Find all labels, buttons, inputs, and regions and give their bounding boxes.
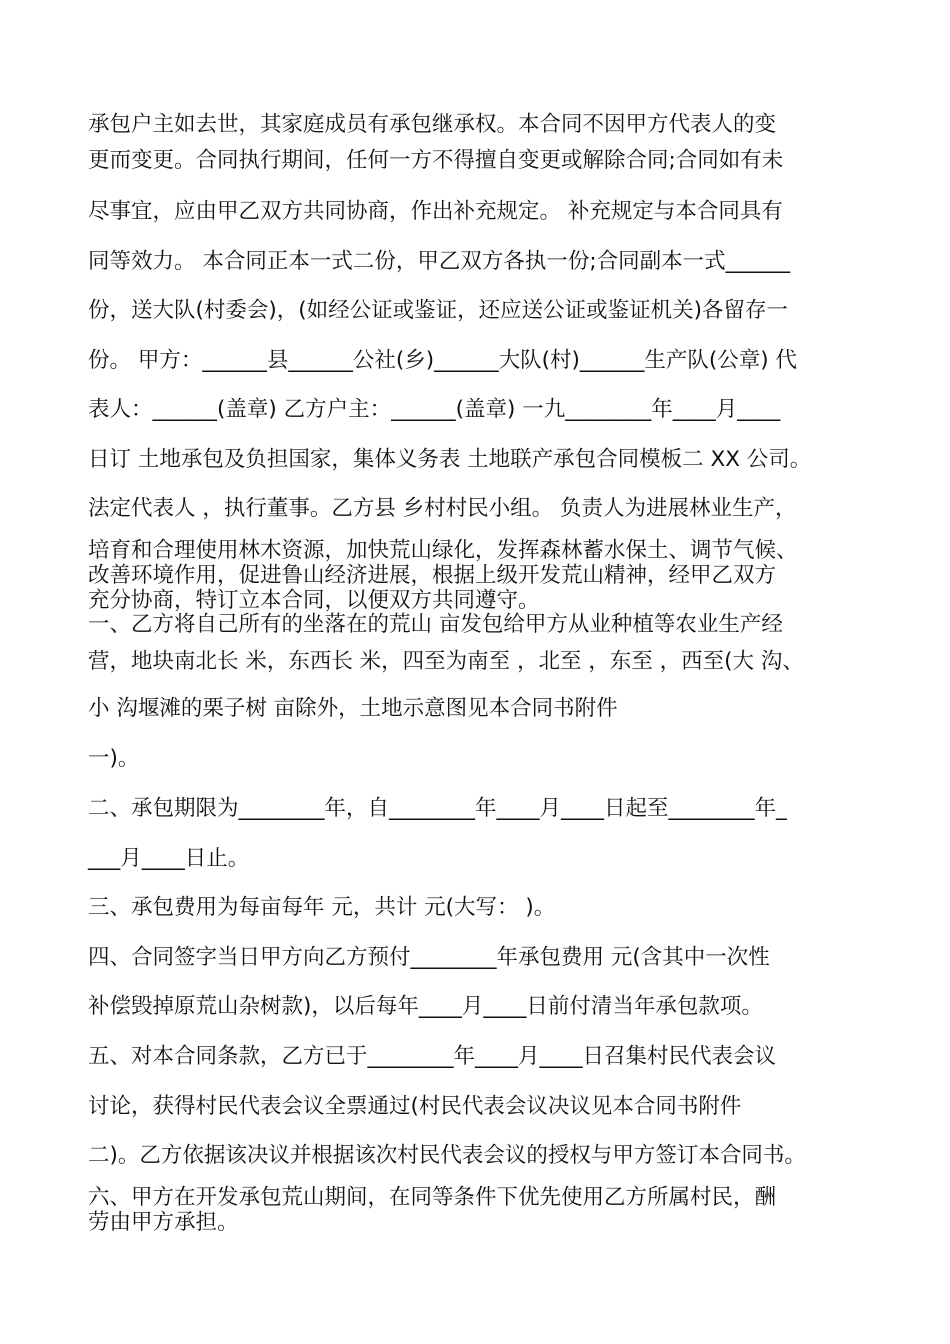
text-line: 劳由甲方承担。	[88, 1210, 239, 1235]
text-line: 尽事宜，应由甲乙双方共同协商，作出补充规定。 补充规定与本合同具有	[88, 199, 783, 224]
text-line: 充分协商，特订立本合同，以便双方共同遵守。	[88, 588, 540, 613]
text-line: 培育和合理使用林木资源，加快荒山绿化，发挥森林蓄水保土、调节气候、	[88, 538, 798, 563]
text-line: 一、乙方将自己所有的坐落在的荒山 亩发包给甲方从业种植等农业生产经	[88, 612, 783, 637]
text-line: 二、承包期限为________年，自________年____月____日起至________年_	[88, 796, 787, 821]
text-line: 改善环境作用，促进鲁山经济进展，根据上级开发荒山精神，经甲乙双方	[88, 563, 777, 588]
text-line: 五、对本合同条款，乙方已于________年____月____日召集村民代表会议	[88, 1044, 777, 1069]
text-line: 日订 土地承包及负担国家，集体义务表 土地联产承包合同模板二 XX 公司。	[88, 447, 812, 472]
text-line: 补偿毁掉原荒山杂树款)，以后每年____月____日前付清当年承包款项。	[88, 994, 763, 1019]
text-line: 同等效力。 本合同正本一式二份，甲乙双方各执一份;合同副本一式______	[88, 249, 791, 274]
text-line: ___月____日止。	[88, 846, 250, 871]
text-line: 份，送大队(村委会)，(如经公证或鉴证，还应送公证或鉴证机关)各留存一	[88, 298, 789, 323]
text-line: 讨论，获得村民代表会议全票通过(村民代表会议决议见本合同书附件	[88, 1094, 742, 1119]
text-line: 份。 甲方：______县______公社(乡)______大队(村)______生产队(公章) 代	[88, 348, 797, 373]
text-line: 三、承包费用为每亩每年 元，共计 元(大写： )。	[88, 895, 556, 920]
text-line: 小 沟堰滩的栗子树 亩除外，土地示意图见本合同书附件	[88, 696, 618, 721]
text-line: 营，地块南北长 米，东西长 米，四至为南至 ，北至 ，东至 ，西至(大 沟、	[88, 649, 804, 674]
text-line: 承包户主如去世，其家庭成员有承包继承权。本合同不因甲方代表人的变	[88, 112, 777, 137]
text-line: 二)。乙方依据该决议并根据该次村民代表会议的授权与甲方签订本合同书。	[88, 1143, 806, 1168]
text-line: 一)。	[88, 746, 140, 771]
text-line: 四、合同签字当日甲方向乙方预付________年承包费用 元(含其中一次性	[88, 945, 770, 970]
text-line: 六、甲方在开发承包荒山期间，在同等条件下优先使用乙方所属村民，酬	[88, 1185, 777, 1210]
text-line: 表人：______(盖章) 乙方户主：______(盖章) 一九________年____月____	[88, 397, 781, 422]
text-line: 法定代表人 ，执行董事。乙方县 乡村村民小组。 负责人为进展林业生产，	[88, 496, 797, 521]
text-line: 更而变更。合同执行期间，任何一方不得擅自变更或解除合同;合同如有未	[88, 148, 784, 173]
